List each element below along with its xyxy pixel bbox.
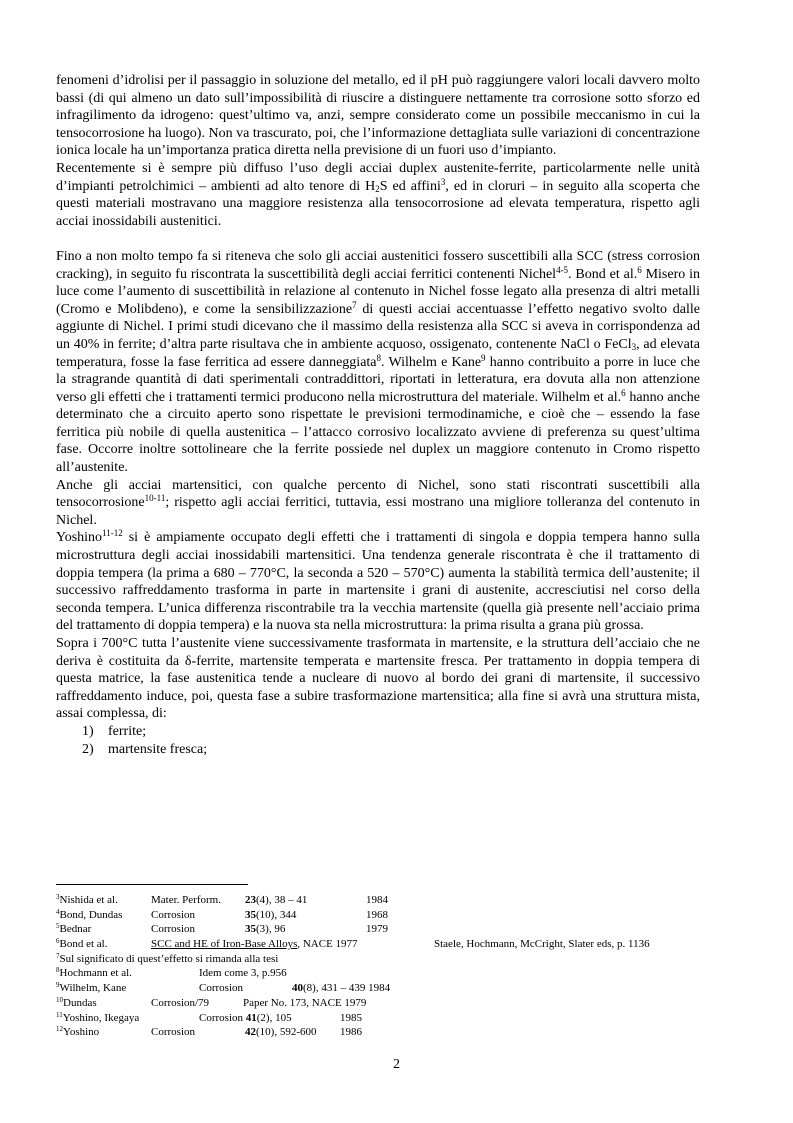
structure-list — [56, 723, 700, 758]
list-item: 2) martensite fresca; — [82, 741, 208, 757]
footnote-5: $^5$Bednar Corrosion 35(3), 96 1979 — [56, 922, 388, 936]
footnote-10: $^{10}$Dundas Corrosion/79 Paper No. 173, NACE 1979 — [56, 995, 367, 1009]
paragraph-2: Recentemente si è sempre più diffuso l’uso degli acciai duplex austenite-ferrite, particolarmente nelle unità d’impianti petrolchimici – ambienti ad alto tenore di $H_2S$ ed affini$^3$, ed in cloruri – in seguito alla scoperta che questi materiali mostravano una maggiore resistenza alla tensocorrosione ad elevata temperatura, rispetto agli acciai inossidabili austenitici. — [56, 160, 700, 229]
footnote-12: $^{12}$Yoshino Corrosion 42(10), 592-600 1986 — [56, 1025, 362, 1039]
footnote-8: $^8$Hochmann et al. Idem come 3, p.956 — [56, 966, 287, 980]
paragraph-3: Fino a non molto tempo fa si riteneva che solo gli acciai austenitici fossero suscettibili alla SCC (stress corrosion cracking), in seguito fu riscontrata la suscettibilità degli acciai ferritici contenenti Nichel$^{4-5}$. Bond et al.$^6$ Misero in luce come l’aumento di suscettibilità in relazione al contenuto in Nichel fosse legato alla presenza di altri metalli (Cromo e Molibdeno), e come la sensibilizzazione$^7$ di questi acciai accentuasse l’effetto negativo svolto dalle aggiunte di Nichel. I primi studi dicevano che il massimo della resistenza alla SCC si aveva in corrispondenza ad un 40% in ferrite; d’altra parte risultava che in ambiente acquoso, ossigenato, contenente NaCl o FeCl$_3$, ad elevata temperatura, fosse la fase ferritica ad essere danneggiata$^8$. Wilhelm e Kane$^9$ hanno contribuito a porre in luce che la stragrande quantità di dati sperimentali contraddittori, riportati in letteratura, era dovuta alla non attenzione verso gli effetti che i trattamenti termici producono nella microstruttura del materiale. Wilhelm et al.$^6$ hanno anche determinato che a circuito aperto sono rispettate le previsioni termodinamiche, e cioè che – essendo la fase ferritica più nobile di quella austenitica – l’attacco corrosivo localizzato avviene di preferenza su quest’ultima fase. Occorre inoltre sottolineare che la ferrite possiede nel duplex un maggiore contenuto in Cromo rispetto all’austenite. — [56, 248, 701, 476]
footnote-4: $^4$Bond, Dundas Corrosion 35(10), 344 1968 — [56, 907, 388, 921]
footnote-7: $^7$Sul significato di quest’effetto si rimanda alla tesi — [56, 951, 279, 965]
footnote-separator — [56, 884, 248, 885]
paragraph-6: Sopra i 700°C tutta l’austenite viene successivamente trasformata in martensite, e la struttura dell’acciaio che ne deriva è costituita da δ-ferrite, martensite temperata e martensite fresca. Per trattamento in doppia tempera di questa matrice, la fase austenitica tende a nucleare di nuovo al bordo dei grani di martensite, il successivo raffreddamento induce, poi, questa fase a subire trasformazione martensitica; alla fine si avrà una struttura mista, assai complessa, di: — [56, 636, 700, 722]
footnote-3: $^3$Nishida et al. Mater. Perform. 23(4), 38 – 41 1984 — [56, 893, 388, 906]
paragraph-1: fenomeni d’idrolisi per il passaggio in soluzione del metallo, ed il pH può raggiungere valori locali davvero molto bassi (di qui almeno un dato sull’impossibilità di riuscire a distinguere nettamente tra corrosione sotto sforzo ed infragilimento da idrogeno: quest’ultimo va, anzi, sempre considerato come un possibile meccanismo in cui la tensocorrosione ha luogo). Non va trascurato, poi, che l’informazione dettagliata sulle variazioni di concentrazione ionica locale ha un’importanza pratica diretta nella previsione di un fuori uso d’impianto. — [56, 73, 700, 159]
paragraph-4: Anche gli acciai martensitici, con qualche percento di Nichel, sono stati riscontrati suscettibili alla tensocorrosione$^{10-11}$; rispetto agli acciai ferritici, tuttavia, essi mostrano una migliore tolleranza del contenuto in Nichel. — [56, 477, 700, 528]
footnote-6: $^6$Bond et al. SCC and HE of Iron-Base Alloys, NACE 1977 Staele, Hochmann, McCright, Slater eds, p. 1136 — [56, 937, 650, 951]
list-item: 1) ferrite; — [82, 723, 147, 739]
page-number: 2 — [393, 1057, 400, 1072]
footnotes — [56, 893, 756, 1040]
paragraph-5: Yoshino$^{11-12}$ si è ampiamente occupato degli effetti che i trattamenti di singola e doppia tempera hanno sulla microstruttura degli acciai inossidabili martensitici. Una tendenza generale riscontrata è che il trattamento di doppia tempera (la prima a 680 – 770°C, la seconda a 520 – 570°C) aumenta la stabilità termica dell’austenite; il successivo raffreddamento trasforma in parte in martensite i grani di austenite, accresciutisi nel corso della seconda tempera. L’unica differenza riscontrabile tra la vecchia martensite (quella già presente nell’acciaio prima del trattamento di doppia tempera) e la nuova sta nella microstruttura: la prima risulta a grana più grossa. — [56, 528, 700, 634]
footnote-9: $^9$Wilhelm, Kane Corrosion 40(8), 431 – 439 1984 — [56, 981, 391, 995]
footnote-11: $^{11}$Yoshino, Ikegaya Corrosion 41(2), 105 1985 — [56, 1010, 362, 1024]
page-body — [56, 72, 700, 758]
